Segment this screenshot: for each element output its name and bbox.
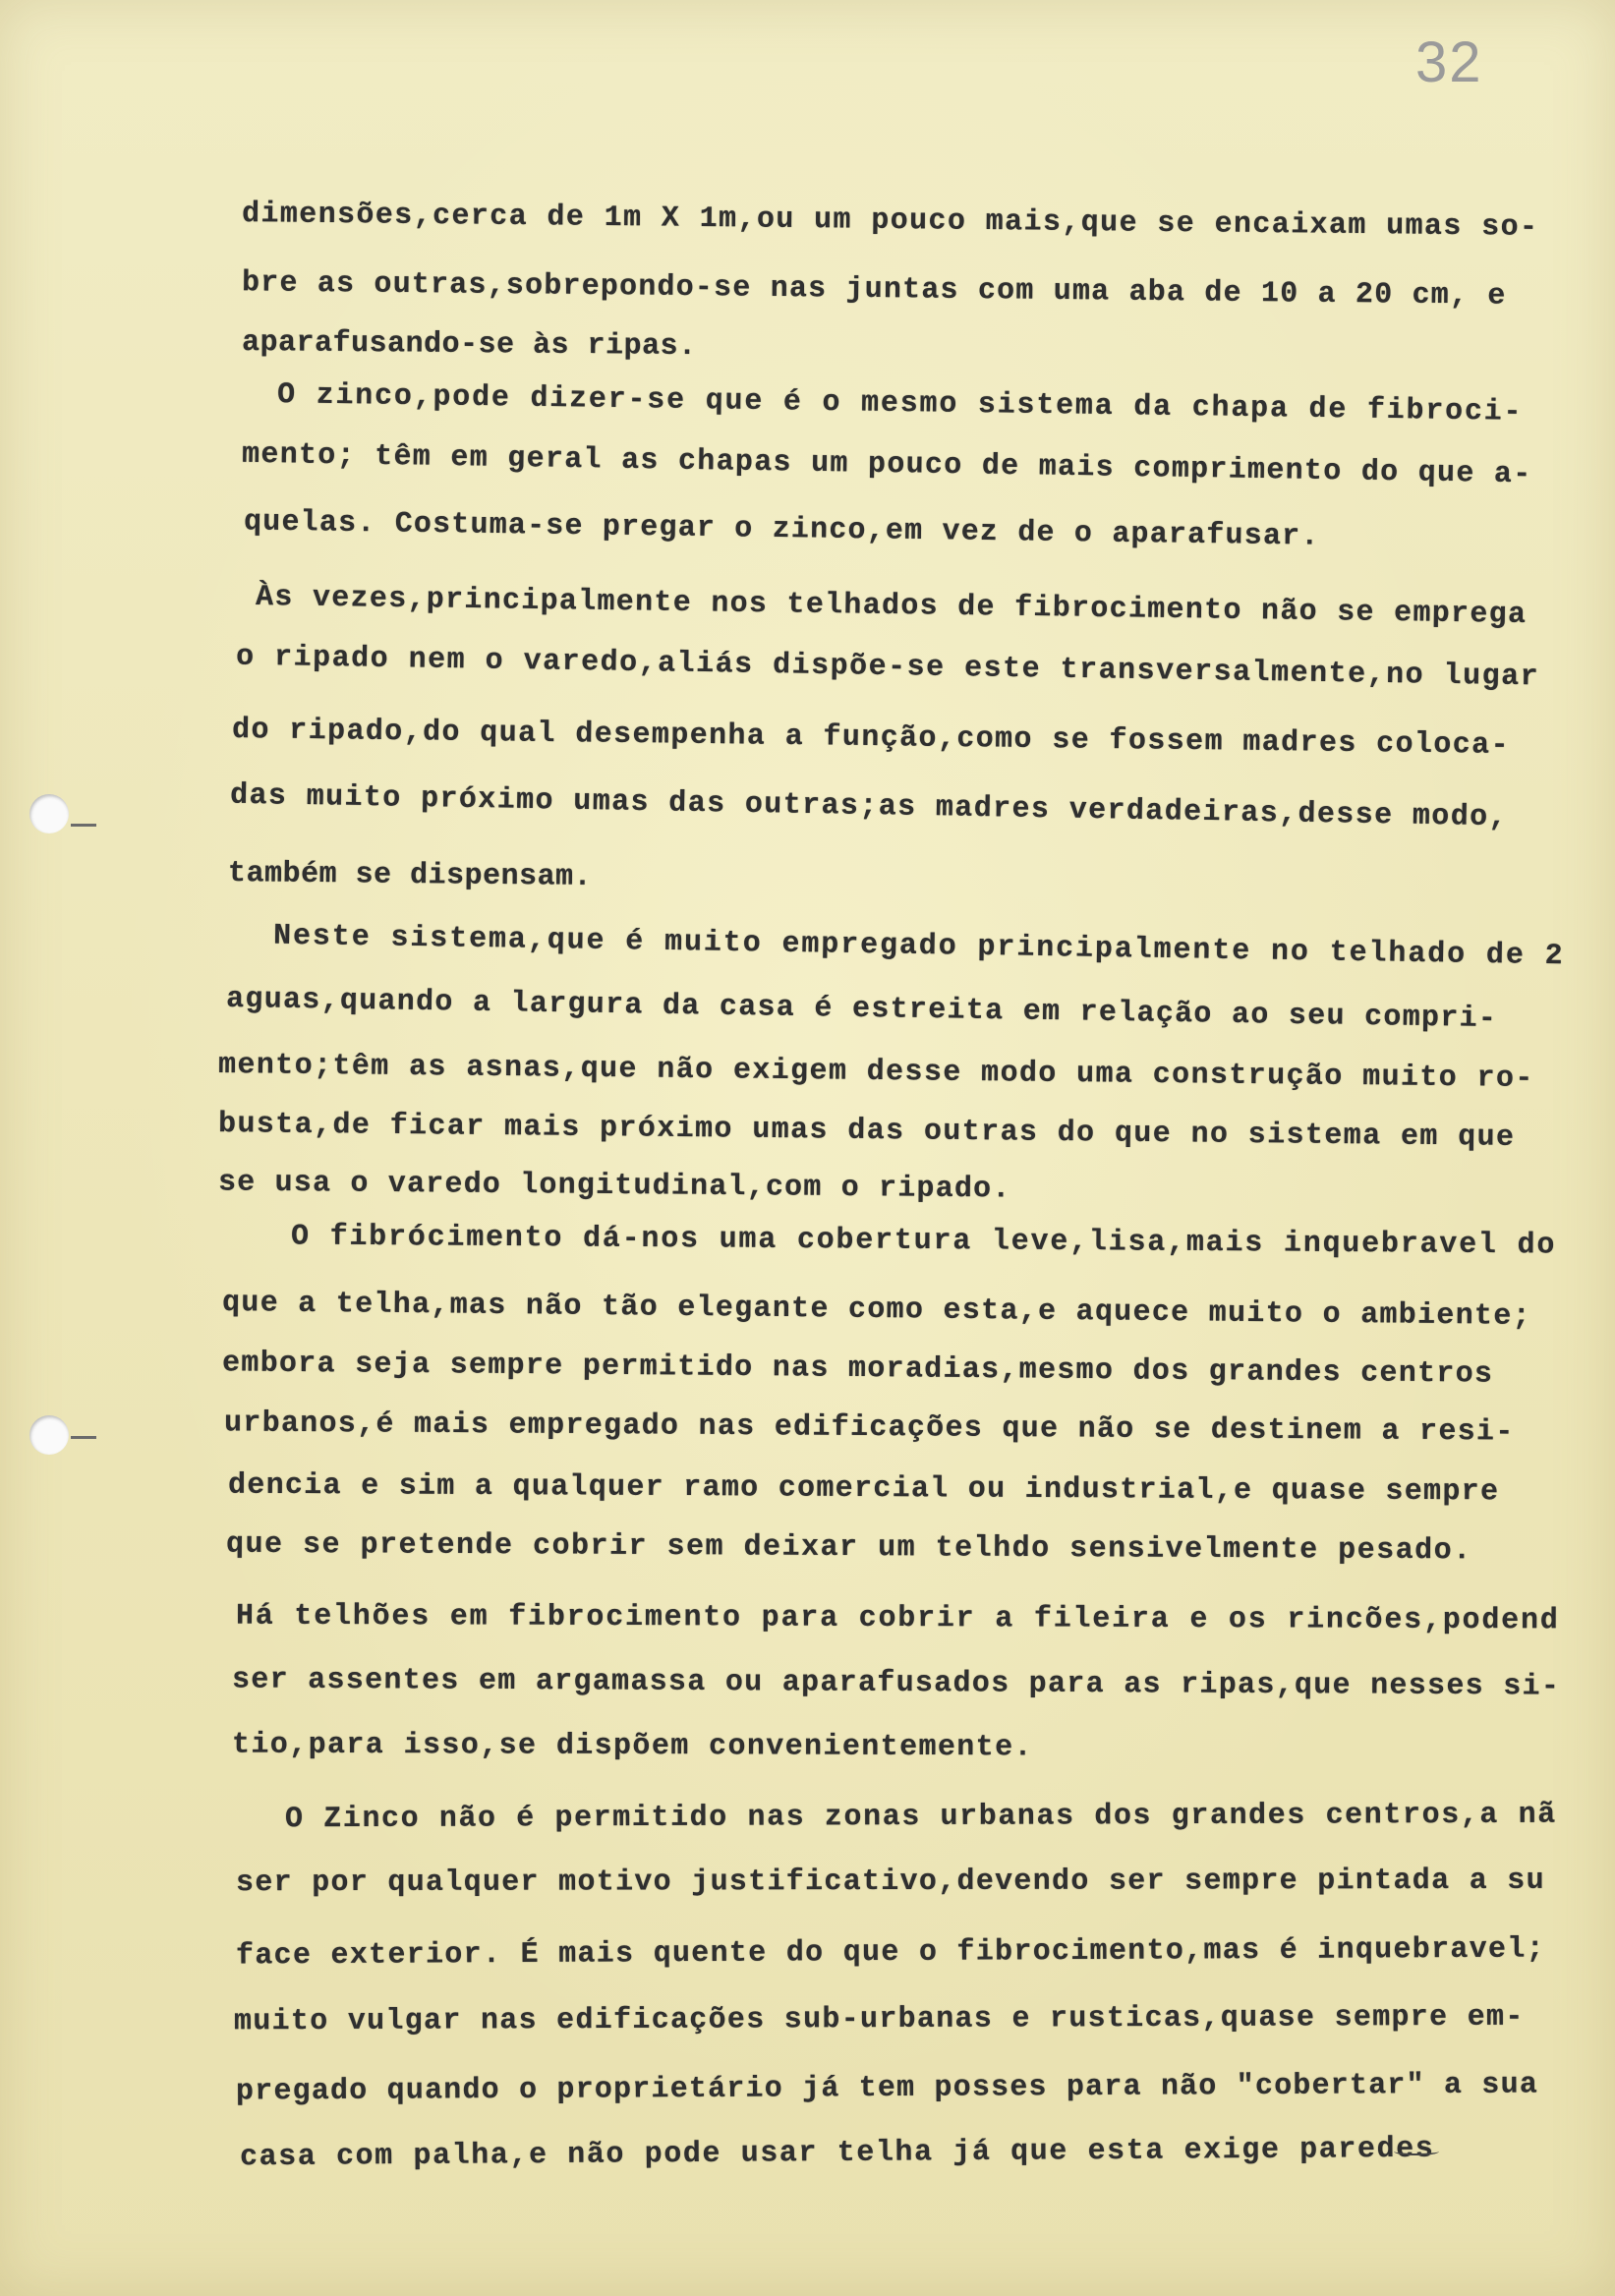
text-line: embora seja sempre permitido nas moradias,mesmo dos grandes centros — [221, 1347, 1494, 1392]
text-line: das muito próximo umas das outras;as madres verdadeiras,desse modo, — [229, 778, 1509, 835]
text-line: casa com palha,e não pode usar telha já que esta exige paredes — [239, 2132, 1435, 2175]
text-line: ser por qualquer motivo justificativo,devendo ser sempre pintada a su — [235, 1864, 1545, 1901]
text-line: mento;têm as asnas,que não exigem desse modo uma construção muito ro- — [217, 1048, 1534, 1097]
text-line: dencia e sim a qualquer ramo comercial ou industrial,e quase sempre — [227, 1468, 1500, 1510]
text-line: mento; têm em geral as chapas um pouco de mais comprimento do que a- — [241, 437, 1532, 492]
text-line: O zinco,pode dizer-se que é o mesmo sistema da chapa de fibroci- — [276, 378, 1524, 430]
text-line: muito vulgar nas edificações sub-urbanas e rusticas,quase sempre em- — [233, 2000, 1525, 2039]
text-line: pregado quando o proprietário já tem posses para não "cobertar" a sua — [235, 2068, 1539, 2109]
text-line: face exterior. É mais quente do que o fibrocimento,mas é inquebravel; — [235, 1932, 1545, 1974]
text-line: O fibrócimento dá-nos uma cobertura leve,lisa,mais inquebravel do — [290, 1220, 1557, 1263]
text-line: também se dispensam. — [227, 857, 593, 894]
text-line: o ripado nem o varedo,aliás dispõe-se este transversalmente,no lugar — [235, 640, 1540, 695]
text-line: Há telhões em fibrocimento para cobrir a fileira e os rincões,podend — [235, 1599, 1560, 1638]
text-line: aguas,quando a largura da casa é estreita em relação ao seu compri- — [225, 982, 1498, 1037]
text-line: do ripado,do qual desempenha a função,como se fossem madres coloca- — [231, 714, 1511, 763]
text-line: quelas. Costuma-se pregar o zinco,em vez de o aparafusar. — [243, 505, 1320, 554]
text-line: busta,de ficar mais próximo umas das outras do que no sistema em que — [217, 1108, 1516, 1155]
text-line: bre as outras,sobrepondo-se nas juntas com uma aba de 10 a 20 cm, e — [241, 266, 1507, 314]
handwritten-underline — [1394, 2148, 1439, 2155]
text-line: aparafusando-se às ripas. — [241, 325, 697, 365]
page-number: 32 — [1415, 30, 1483, 94]
text-line: urbanos,é mais empregado nas edificações que não se destinem a resi- — [223, 1406, 1515, 1450]
text-line: ser assentes em argamassa ou aparafusados para as ripas,que nesses si- — [231, 1663, 1561, 1704]
text-line: O Zinco não é permitido nas zonas urbanas dos grandes centros,a nã — [284, 1798, 1557, 1837]
text-line: tio,para isso,se dispõem convenientemente. — [231, 1728, 1033, 1765]
text-line: dimensões,cerca de 1m X 1m,ou um pouco mais,que se encaixam umas so- — [241, 198, 1539, 245]
text-line: que a telha,mas não tão elegante como esta,e aquece muito o ambiente; — [221, 1287, 1532, 1334]
text-line: que se pretende cobrir sem deixar um telhdo sensivelmente pesado. — [225, 1527, 1472, 1569]
text-line: Neste sistema,que é muito empregado principalmente no telhado de 2 — [272, 919, 1565, 974]
text-line: se usa o varedo longitudinal,com o ripado. — [217, 1166, 1011, 1207]
text-line: Às vezes,principalmente nos telhados de fibrocimento não se emprega — [255, 580, 1528, 633]
